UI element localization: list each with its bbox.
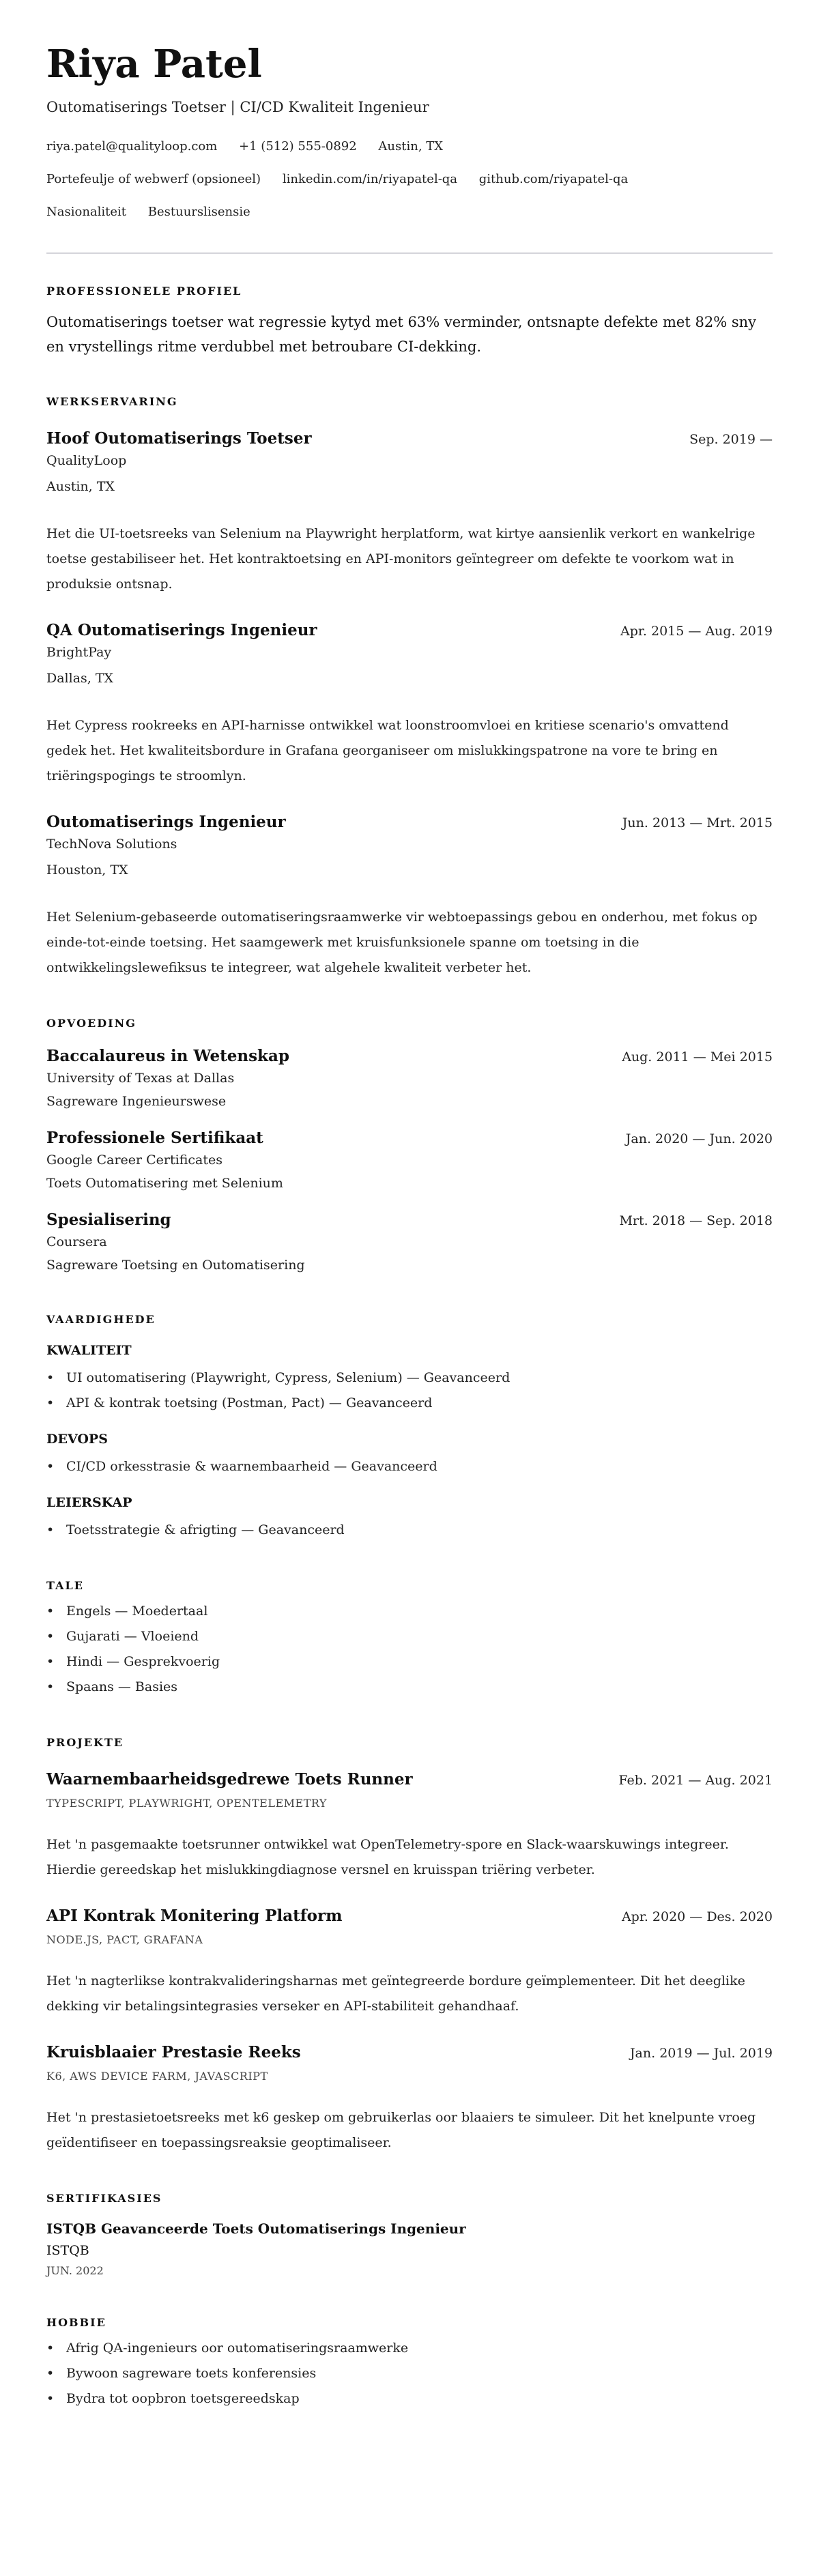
cert-date: JUN. 2022 [46, 2264, 104, 2277]
skill-item: • Toetsstrategie & afrigting — Geavanceerd [46, 1518, 773, 1543]
project-date: Jan. 2019 — Jul. 2019 [629, 2046, 773, 2061]
job-header [46, 812, 773, 833]
license-text: Bestuurslisensie [147, 205, 250, 219]
skill-list [46, 1365, 773, 1416]
education-detail: Sagreware Toetsing en Outomatisering [46, 1258, 305, 1273]
education-org: Google Career Certificates [46, 1153, 222, 1168]
job-company: QualityLoop [46, 453, 127, 468]
job-location: Houston, TX [46, 863, 128, 878]
project-entry [46, 1769, 773, 1883]
project-title: Kruisblaaier Prestasie Reeks [46, 2043, 301, 2061]
skill-item: • UI outomatisering (Playwright, Cypress, Selenium) — Geavanceerd [46, 1365, 773, 1391]
project-date: Feb. 2021 — Aug. 2021 [618, 1773, 773, 1788]
skill-item: • CI/CD orkesstrasie & waarnembaarheid — Geavanceerd [46, 1454, 773, 1479]
job-entry [46, 812, 773, 981]
resume-header [46, 42, 773, 221]
language-item: • Spaans — Basies [46, 1675, 773, 1700]
section-heading: PROJEKTE [46, 1736, 124, 1749]
language-item: • Hindi — Gesprekvoerig [46, 1649, 773, 1675]
job-location: Dallas, TX [46, 671, 114, 686]
job-description: Het Cypress rookreeks en API-harnisse ontwikkel wat loonstroomvloei en kritiese scenario's omvattend gedek het. Het kwaliteitsbordure in Grafana georganiseer om mislukkingspatrone na vore te bring en triëringspogings te stroomlyn. [46, 718, 729, 783]
job-title: Outomatiserings Ingenieur [46, 813, 286, 831]
degree-title: Spesialisering [46, 1211, 171, 1229]
degree-title: Baccalaureus in Wetenskap [46, 1047, 289, 1065]
job-entry [46, 620, 773, 789]
job-date: Sep. 2019 — [689, 432, 773, 447]
project-date: Apr. 2020 — Des. 2020 [621, 1909, 773, 1924]
profile-section [46, 284, 773, 359]
cert-org: ISTQB [46, 2243, 89, 2258]
skill-group-heading: KWALITEIT [46, 1343, 132, 1358]
education-header [46, 1210, 773, 1230]
job-title: QA Outomatiserings Ingenieur [46, 621, 317, 639]
project-entry [46, 2042, 773, 2156]
email-link[interactable]: riya.patel@qualityloop.com [46, 139, 218, 154]
education-date: Jan. 2020 — Jun. 2020 [625, 1131, 773, 1146]
nationality-text: Nasionaliteit [46, 205, 127, 219]
project-description: Het 'n prestasietoetsreeks met k6 geskep om gebruikerlas oor blaaiers te simuleer. Dit het knelpunte vroeg geïdentifiseer en toepassingsreaksie geoptimaliseer. [46, 2110, 756, 2150]
extra-row [46, 203, 773, 221]
degree-title: Professionele Sertifikaat [46, 1129, 263, 1147]
job-description: Het die UI-toetsreeks van Selenium na Playwright herplatform, wat kirtye aansienlik verkort en wankelrige toetse gestabiliseer het. Het kontraktoetsing en API-monitors geïntegreer om defekte te voorkom wat in produksie ontsnap. [46, 526, 756, 592]
section-heading: SERTIFIKASIES [46, 2192, 162, 2205]
education-header [46, 1128, 773, 1148]
education-entry [46, 1046, 773, 1113]
section-heading: PROFESSIONELE PROFIEL [46, 285, 242, 298]
project-tech: K6, AWS DEVICE FARM, JAVASCRIPT [46, 2070, 268, 2083]
language-item: • Gujarati — Vloeiend [46, 1624, 773, 1649]
experience-section [46, 394, 773, 981]
links-row [46, 171, 773, 188]
skills-section [46, 1312, 773, 1543]
phone-text: +1 (512) 555-0892 [239, 139, 357, 154]
github-link[interactable]: github.com/riyapatel-qa [478, 172, 629, 186]
education-detail: Sagreware Ingenieurswese [46, 1094, 227, 1109]
project-header [46, 2042, 773, 2063]
section-heading: VAARDIGHEDE [46, 1313, 156, 1326]
section-heading: WERKSERVARING [46, 395, 178, 408]
hobbies-section [46, 2315, 773, 2412]
job-date: Jun. 2013 — Mrt. 2015 [622, 815, 773, 830]
job-date: Apr. 2015 — Aug. 2019 [620, 624, 773, 639]
linkedin-link[interactable]: linkedin.com/in/riyapatel-qa [282, 172, 458, 186]
education-entry [46, 1128, 773, 1195]
hobby-item: • Bydra tot oopbron toetsgereedskap [46, 2386, 773, 2412]
section-heading: HOBBIE [46, 2316, 106, 2329]
project-header [46, 1906, 773, 1926]
location-text: Austin, TX [378, 139, 444, 154]
projects-section [46, 1735, 773, 2156]
skill-group-heading: DEVOPS [46, 1432, 108, 1447]
skill-group-heading: LEIERSKAP [46, 1495, 132, 1510]
skill-item: • API & kontrak toetsing (Postman, Pact) — Geavanceerd [46, 1391, 773, 1416]
profile-text: Outomatiserings toetser wat regressie kytyd met 63% verminder, ontsnapte defekte met 82% sny en vrystellings ritme verdubbel met betroubare CI-dekking. [46, 314, 756, 355]
section-heading: TALE [46, 1579, 84, 1592]
project-entry [46, 1906, 773, 2019]
candidate-name: Riya Patel [46, 42, 262, 87]
language-item: • Engels — Moedertaal [46, 1599, 773, 1624]
contact-row [46, 138, 773, 156]
education-date: Mrt. 2018 — Sep. 2018 [619, 1213, 773, 1228]
job-subtitle: Outomatiserings Toetser | CI/CD Kwaliteit Ingenieur [46, 99, 429, 115]
education-entry [46, 1210, 773, 1277]
project-header [46, 1769, 773, 1790]
project-tech: TYPESCRIPT, PLAYWRIGHT, OPENTELEMETRY [46, 1797, 327, 1810]
job-company: TechNova Solutions [46, 837, 177, 852]
job-company: BrightPay [46, 645, 112, 660]
skill-list [46, 1518, 773, 1543]
education-header [46, 1046, 773, 1067]
project-title: Waarnembaarheidsgedrewe Toets Runner [46, 1770, 413, 1789]
education-section [46, 1016, 773, 1277]
education-org: University of Texas at Dallas [46, 1071, 235, 1086]
cert-title: ISTQB Geavanceerde Toets Outomatiserings Ingenieur [46, 2220, 466, 2237]
skill-list [46, 1454, 773, 1479]
section-heading: OPVOEDING [46, 1017, 136, 1030]
hobby-item: • Bywoon sagreware toets konferensies [46, 2361, 773, 2386]
education-org: Coursera [46, 1234, 107, 1249]
portfolio-link[interactable]: Portefeulje of webwerf (opsioneel) [46, 172, 261, 186]
project-description: Het 'n nagterlikse kontrakvalideringsharnas met geïntegreerde bordure geïmplementeer. Dit het deeglike dekking vir betalingsintegrasies verseker en API-stabiliteit gehandhaaf. [46, 1973, 745, 2014]
certifications-section [46, 2191, 773, 2280]
job-location: Austin, TX [46, 479, 115, 494]
education-date: Aug. 2011 — Mei 2015 [622, 1050, 773, 1065]
project-tech: NODE.JS, PACT, GRAFANA [46, 1933, 203, 1946]
education-detail: Toets Outomatisering met Selenium [46, 1176, 283, 1191]
hobby-item: • Afrig QA-ingenieurs oor outomatiseringsraamwerke [46, 2336, 773, 2361]
job-title: Hoof Outomatiserings Toetser [46, 429, 312, 448]
project-description: Het 'n pasgemaakte toetsrunner ontwikkel wat OpenTelemetry-spore en Slack-waarskuwings integreer. Hierdie gereedskap het mislukkingdiagnose versnel en kruisspan triëring verbeter. [46, 1837, 729, 1877]
job-header [46, 620, 773, 641]
job-header [46, 429, 773, 449]
project-title: API Kontrak Monitering Platform [46, 1907, 343, 1925]
header-divider [46, 252, 773, 254]
job-description: Het Selenium-gebaseerde outomatiseringsraamwerke vir webtoepassings gebou en onderhou, met fokus op einde-tot-einde toetsing. Het saamgewerk met kruisfunksionele spanne om toetsing in die ontwikkelingslewefiksus te integreer, wat algehele kwaliteit verbeter het. [46, 910, 758, 975]
languages-section [46, 1578, 773, 1700]
job-entry [46, 429, 773, 597]
